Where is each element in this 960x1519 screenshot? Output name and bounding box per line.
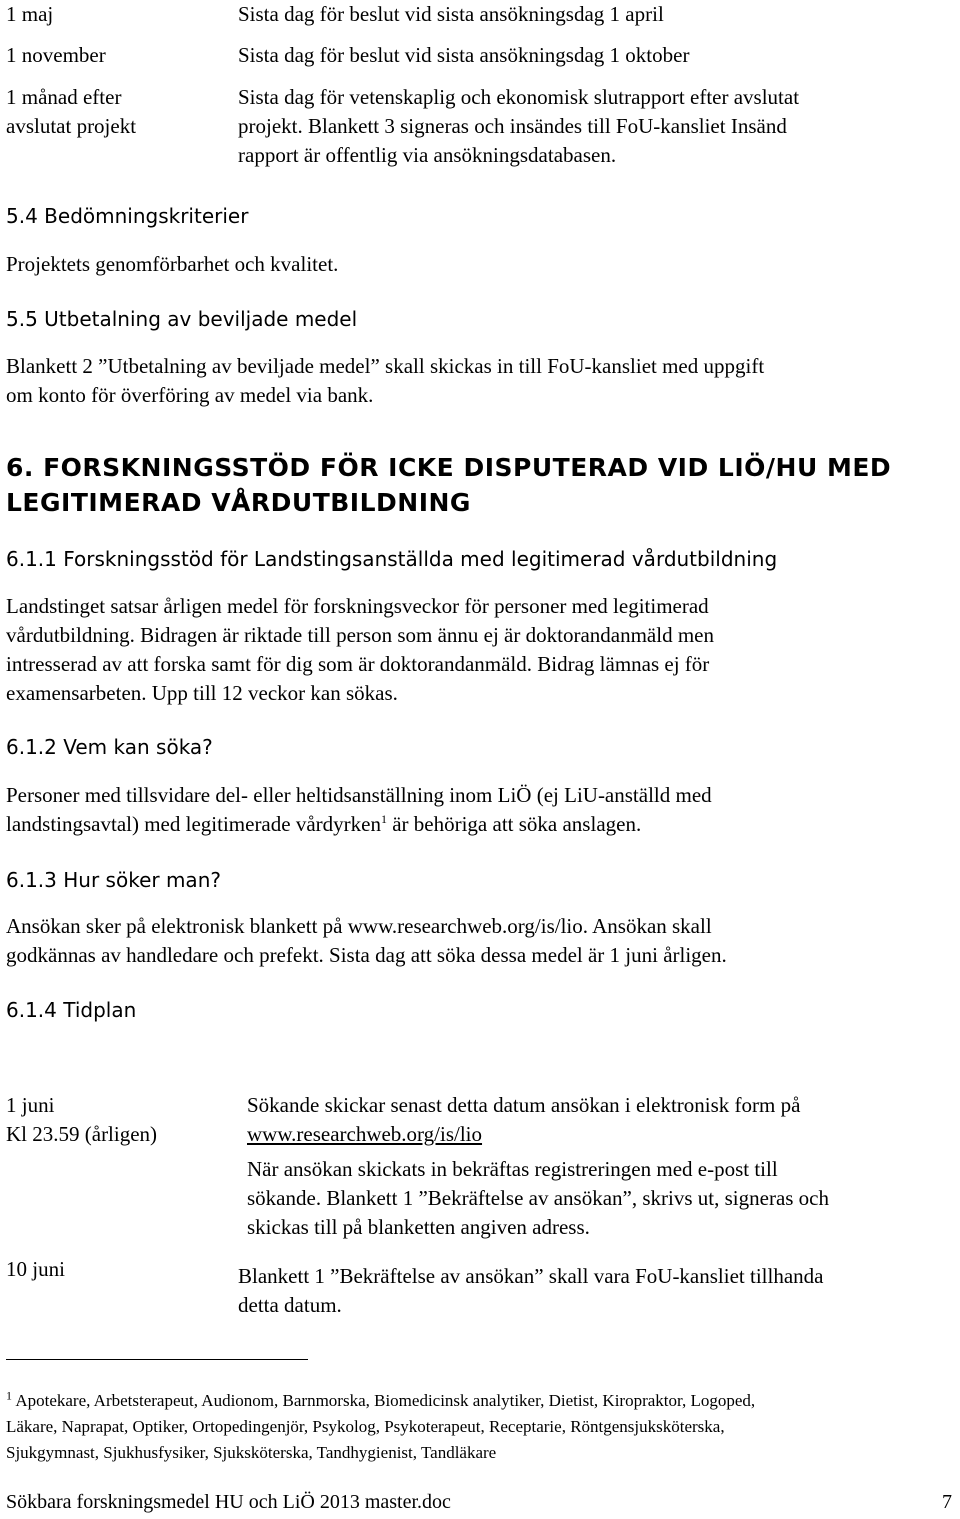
schedule-text-line: rapport är offentlig via ansökningsdatabasen. — [238, 143, 617, 167]
schedule-label: 1 november — [6, 43, 106, 67]
paragraph-text: landstingsavtal) med legitimerade vårdyrken — [6, 812, 381, 836]
section-heading-6-1-4: 6.1.4 Tidplan — [6, 998, 137, 1022]
footnote-line: Sjukgymnast, Sjukhusfysiker, Sjuksköterska, Tandhygienist, Tandläkare — [6, 1443, 497, 1462]
footnote-line: Läkare, Naprapat, Optiker, Ortopedingenjör, Psykolog, Psykoterapeut, Receptarie, Röntgensjuksköterska, — [6, 1417, 725, 1436]
timeline-text — [247, 1091, 800, 1149]
timeline-date — [6, 1091, 157, 1149]
schedule-text-line: projekt. Blankett 3 signeras och insändes till FoU-kansliet Insänd — [238, 114, 787, 138]
schedule-text: Sista dag för beslut vid sista ansökningsdag 1 april — [238, 2, 664, 26]
footnote-text: Apotekare, Arbetsterapeut, Audionom, Barnmorska, Biomedicinsk analytiker, Dietist, Kiropraktor, Logoped, — [15, 1391, 756, 1410]
timeline-text-line: sökande. Blankett 1 ”Bekräftelse av ansökan”, skrivs ut, signeras och — [247, 1186, 830, 1210]
section-text-5-4: Projektets genomförbarhet och kvalitet. — [6, 252, 339, 276]
timeline-date: 10 juni — [6, 1257, 65, 1281]
chapter-heading-line: LEGITIMERAD VÅRDUTBILDNING — [6, 488, 471, 517]
paragraph-line: Personer med tillsvidare del- eller heltidsanställning inom LiÖ (ej LiU-anställd med — [6, 783, 712, 807]
schedule-label-line: avslutat projekt — [6, 114, 137, 138]
footnote-separator — [6, 1359, 308, 1360]
chapter-heading-line: 6. FORSKNINGSSTÖD FÖR ICKE DISPUTERAD VID LIÖ/HU MED — [6, 453, 892, 482]
section-text-6-1-3 — [6, 912, 727, 970]
timeline-date-line: Kl 23.59 (årligen) — [6, 1122, 158, 1146]
timeline-text-line: När ansökan skickats in bekräftas registreringen med e-post till — [247, 1157, 778, 1181]
section-heading-6-1-1: 6.1.1 Forskningsstöd för Landstingsanställda med legitimerad vårdutbildning — [6, 547, 778, 571]
paragraph-line: godkännas av handledare och prefekt. Sista dag att söka dessa medel är 1 juni årligen. — [6, 943, 727, 967]
paragraph-line: intresserad av att forska samt för dig som är doktorandanmäld. Bidrag lämnas ej för — [6, 652, 710, 676]
section-text-6-1-1 — [6, 592, 714, 708]
schedule-text: Sista dag för beslut vid sista ansökningsdag 1 oktober — [238, 43, 690, 67]
timeline-text-line: Blankett 1 ”Bekräftelse av ansökan” skall vara FoU-kansliet tillhanda — [238, 1264, 824, 1288]
paragraph-line: Landstinget satsar årligen medel för forskningsveckor för personer med legitimerad — [6, 594, 709, 618]
section-text-5-5 — [6, 352, 764, 410]
section-heading-6-1-2: 6.1.2 Vem kan söka? — [6, 735, 213, 759]
paragraph-line: examensarbeten. Upp till 12 veckor kan sökas. — [6, 681, 398, 705]
section-heading-6-1-3: 6.1.3 Hur söker man? — [6, 868, 221, 892]
chapter-heading-6 — [6, 450, 891, 520]
paragraph-text: är behöriga att söka anslagen. — [386, 812, 642, 836]
timeline-text-line: detta datum. — [238, 1293, 342, 1317]
footnote-line — [6, 1388, 755, 1414]
paragraph-line: om konto för överföring av medel via bank. — [6, 383, 374, 407]
paragraph-line: Blankett 2 ”Utbetalning av beviljade medel” skall skickas in till FoU-kansliet med uppgift — [6, 354, 765, 378]
timeline-text-line: Sökande skickar senast detta datum ansökan i elektronisk form på — [247, 1093, 801, 1117]
schedule-text — [238, 83, 799, 170]
schedule-text-line: Sista dag för vetenskaplig och ekonomisk slutrapport efter avslutat — [238, 85, 800, 109]
schedule-label — [6, 83, 136, 141]
schedule-label-line: 1 månad efter — [6, 85, 122, 109]
timeline-text-line: skickas till på blanketten angiven adress. — [247, 1215, 590, 1239]
schedule-label: 1 maj — [6, 2, 54, 26]
section-text-6-1-2 — [6, 781, 712, 839]
paragraph-line — [6, 810, 712, 839]
timeline-text — [247, 1155, 829, 1242]
footnote-number: 1 — [6, 1388, 12, 1403]
page-number: 7 — [942, 1491, 952, 1513]
footer-filename: Sökbara forskningsmedel HU och LiÖ 2013 master.doc — [6, 1491, 451, 1513]
timeline-text-row2 — [238, 1262, 823, 1320]
section-heading-5-5: 5.5 Utbetalning av beviljade medel — [6, 307, 358, 331]
paragraph-line: vårdutbildning. Bidragen är riktade till person som ännu ej är doktorandanmäld men — [6, 623, 714, 647]
researchweb-link[interactable]: www.researchweb.org/is/lio — [247, 1122, 483, 1146]
footnote-reference[interactable]: 1 — [380, 812, 387, 826]
section-heading-5-4: 5.4 Bedömningskriterier — [6, 204, 249, 228]
paragraph-line: Ansökan sker på elektronisk blankett på www.researchweb.org/is/lio. Ansökan skall — [6, 914, 712, 938]
timeline-date-line: 1 juni — [6, 1093, 55, 1117]
footnote — [6, 1388, 755, 1466]
